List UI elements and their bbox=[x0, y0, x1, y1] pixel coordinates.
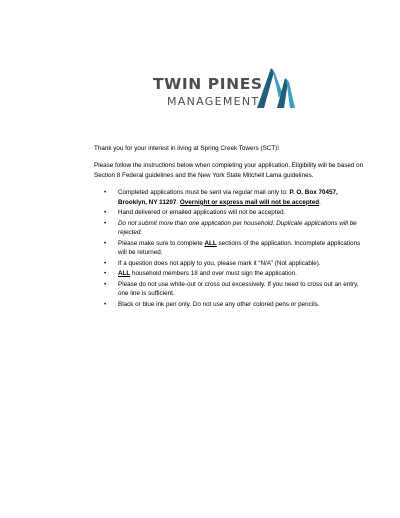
list-item bbox=[94, 300, 366, 309]
bullet-text-rest: household members 18 and over must sign the application. bbox=[130, 270, 297, 278]
logo-wordmark-top: TWIN PINES bbox=[153, 75, 263, 93]
logo-wordmark-bottom: MANAGEMENT bbox=[167, 95, 260, 108]
overnight-warning: Overnight or express mail will not be accepted bbox=[179, 198, 320, 206]
list-item bbox=[94, 259, 366, 268]
list-item bbox=[94, 269, 366, 278]
bullet-text: Please make sure to complete bbox=[118, 239, 205, 247]
bullet-icon: • bbox=[104, 270, 107, 278]
bullet-text: If a question does not apply to you, please mark it “N/A” (Not applicable). bbox=[118, 259, 321, 267]
list-item bbox=[94, 188, 366, 207]
period: . bbox=[319, 198, 321, 206]
bullet-text-rest: sections of the application. Incomplete applications will be returned. bbox=[118, 239, 361, 257]
bullet-icon: • bbox=[104, 209, 107, 217]
intro-paragraph: Thank you for your interest in living at Spring Creek Towers (SCT)! bbox=[94, 145, 280, 152]
list-item bbox=[94, 208, 366, 217]
bullet-text: Hand delivered or emailed applications will not be accepted. bbox=[118, 209, 286, 217]
bullet-icon: • bbox=[104, 189, 107, 197]
bullet-icon: • bbox=[104, 301, 107, 308]
bullet-text: Please do not use white-out or cross out excessively. If you need to cross out an entry, one line is sufficient. bbox=[118, 281, 359, 298]
list-item bbox=[94, 219, 366, 238]
requirements-list bbox=[94, 188, 366, 309]
bullet-icon: • bbox=[104, 281, 107, 288]
twin-pines-logo bbox=[150, 66, 298, 112]
letter-body bbox=[94, 144, 366, 311]
separator: . bbox=[176, 198, 180, 206]
twin-pines-logo-mark-icon bbox=[257, 66, 297, 110]
bullet-icon: • bbox=[104, 259, 107, 267]
bullet-text: Black or blue ink pen only. Do not use any other colored pens or pencils. bbox=[118, 301, 320, 308]
list-item bbox=[94, 239, 366, 258]
instructions-paragraph: Please follow the instructions below when completing your application. Eligibility will be based on Section 8 Federal guidelines and the New York State Mitchell Lama guidelines. bbox=[94, 162, 364, 179]
list-item bbox=[94, 280, 366, 299]
mailing-address: P. O. Box 70457, Brooklyn, NY 11207 bbox=[118, 189, 338, 206]
all-emphasis: ALL bbox=[204, 239, 217, 247]
bullet-icon: • bbox=[104, 239, 107, 247]
bullet-icon: • bbox=[104, 219, 107, 227]
bullet-text: Do not submit more than one application per household. Duplicate applications will be rejected. bbox=[118, 219, 357, 237]
all-emphasis: ALL bbox=[118, 270, 131, 278]
bullet-text: Completed applications must be sent via regular mail only to: bbox=[118, 189, 290, 197]
